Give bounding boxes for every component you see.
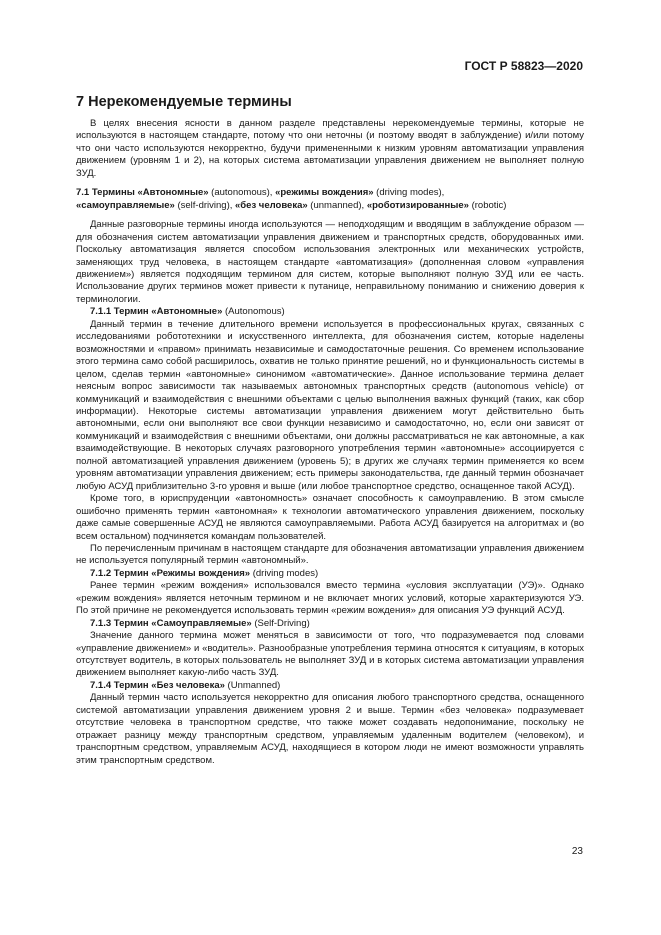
subsection-7-1-3-paragraph: Значение данного термина может меняться в зависимости от того, что подразумевается под словами «управление движением» и «водитель». Разнообразные употребления термина относятся к ситуациям, в которых отсутствует водитель, в которых пользователь не выполняет ЗУД и в которых система автоматизации управления движением выполняет какую-либо часть ЗУД. (76, 630, 584, 679)
term-english: (Unmanned) (224, 679, 281, 691)
term-self-driving: «самоуправляемые» (76, 199, 175, 211)
term-driving-modes: «режимы вождения» (275, 187, 374, 199)
page-number: 23 (571, 846, 583, 857)
term-english: (unmanned), (307, 199, 367, 211)
term-english: (robotic) (468, 199, 507, 211)
subsection-7-1-2-heading (76, 568, 584, 580)
term-robotic: «роботизированные» (366, 199, 469, 211)
subsection-7-1-1-paragraph: Кроме того, в юриспруденции «автономность» означает способность к самоуправлению. В этом смысле ошибочно применять термин «автономная» к технологии автоматического управления движением, поскольку даже самые совершенные АСУД не являются самоуправляемыми. Работа АСУД базируется на алгоритмах и (во всем остальном) подчиняется командам пользователей. (76, 493, 584, 542)
subsection-7-1-1-paragraph: По перечисленным причинам в настоящем стандарте для обозначения автоматизации управления движением не используется популярный термин «автономный». (76, 542, 584, 567)
term-english: (autonomous), (208, 187, 276, 199)
term-english: (Self-Driving) (251, 617, 310, 629)
subsection-7-1-4-title: 7.1.4 Термин «Без человека» (90, 679, 225, 691)
subsection-7-1-1-heading (76, 306, 584, 318)
subsection-7-1-3-heading (76, 618, 584, 630)
subsection-7-1-1-paragraph: Данный термин в течение длительного времени используется в профессиональных кругах, связанных с исследованиями робототехники и искусственного интеллекта, для обозначения систем, которые наделены возможностями и «правом» принимать независимые и самодостаточные решения. Со временем использование этого термина само собой расширилось, охватив не только принятие решений, но и функциональность системы в целом, сделав термин «автономные» синонимом «автоматические». Данное использование термина делает неясным вопрос зависимости так называемых автономных транспортных средств (autonomous vehicle) от коммуникаций и взаимодействия с внешними объектами с целью выполнения важных функций (таких, как сбор информации). Некоторые системы автоматизации управления движением могут действительно быть автономными, если они выполняют все свои функции независимо и самодостаточно, но, если они зависят от коммуникаций и взаимодействия с внешними объектами, они должны рассматриваться не как автономные, а как взаимодействующие. В некоторых случаях разговорного употребления термин «автономные» ассоциируется с полной автоматизацией управления движением (уровень 5); в других же случаях термин применяется ко всем уровням автоматизации управления движением; есть примеры законодательства, где данный термин обозначает любую АСУД приблизительно 3-го уровня и выше (или любое транспортное средство, оснащенное такой АСУД). (76, 318, 584, 492)
term-english: (driving modes), (373, 187, 445, 199)
term-english: (Autonomous) (222, 306, 285, 318)
subsection-7-1-4-paragraph: Данный термин часто используется некорректно для описания любого транспортного средства, оснащенного системой автоматизации управления движением уровня 2 и выше. Термин «без человека» подразумевает отсутствие человека в транспортном средстве, что также может создавать недопонимание, поскольку не отражает разницу между транспортным средством, управляемым удаленным водителем (человеком), и транспортным средством, управляемым АСУД, находящиеся в котором люди не имеют возможности управлять этим транспортным средством. (76, 692, 584, 766)
subsection-7-1-2-paragraph: Ранее термин «режим вождения» использовался вместо термина «условия эксплуатации (УЭ)». Однако «режим вождения» является неточным термином и не включает многих условий, которые характеризуются УЭ. По этой причине не рекомендуется использовать термин «режим вождения» для описания УЭ функций АСУД. (76, 580, 584, 617)
subsection-7-1-4-heading (76, 680, 584, 692)
document-header: ГОСТ Р 58823—2020 (464, 59, 583, 73)
section-content (76, 118, 584, 767)
subsection-7-1-heading (76, 187, 584, 212)
term-unmanned: «без человека» (235, 199, 308, 211)
subsection-7-1-3-title: 7.1.3 Термин «Самоуправляемые» (90, 617, 252, 629)
term-english: (driving modes) (250, 567, 319, 579)
term-autonomous: 7.1 Термины «Автономные» (76, 187, 209, 199)
subsection-7-1-1-title: 7.1.1 Термин «Автономные» (90, 306, 223, 318)
subsection-7-1-body: Данные разговорные термины иногда используются — неподходящим и вводящим в заблуждение образом — для обозначения систем автоматизации управления движением и транспортных средств, оборудованных ими. Поскольку автоматизация является способом использования электронных или механических устройств, заменяющих труд человека, в настоящем стандарте «автоматизация» (дополненная словом «управления движением») является подходящим термином для систем, которые выполняют полную ЗУД или ее часть. Использование других терминов может привести к путанице, неправильному пониманию и снижению доверия к терминологии. (76, 219, 584, 305)
intro-paragraph: В целях внесения ясности в данном разделе представлены нерекомендуемые термины, которые не используются в настоящем стандарте, потому что они неточны (и поэтому вводят в заблуждение) и/или потому что они часто используются некорректно, будучи примененными к низким уровням автоматизации управления движением (уровням 1 и 2), на которых система автоматизации управления движением не выполняет полную ЗУД. (76, 118, 584, 179)
subsection-7-1-2-title: 7.1.2 Термин «Режимы вождения» (90, 567, 251, 579)
term-english: (self-driving), (174, 199, 236, 211)
section-title: 7 Нерекомендуемые термины (76, 94, 292, 110)
